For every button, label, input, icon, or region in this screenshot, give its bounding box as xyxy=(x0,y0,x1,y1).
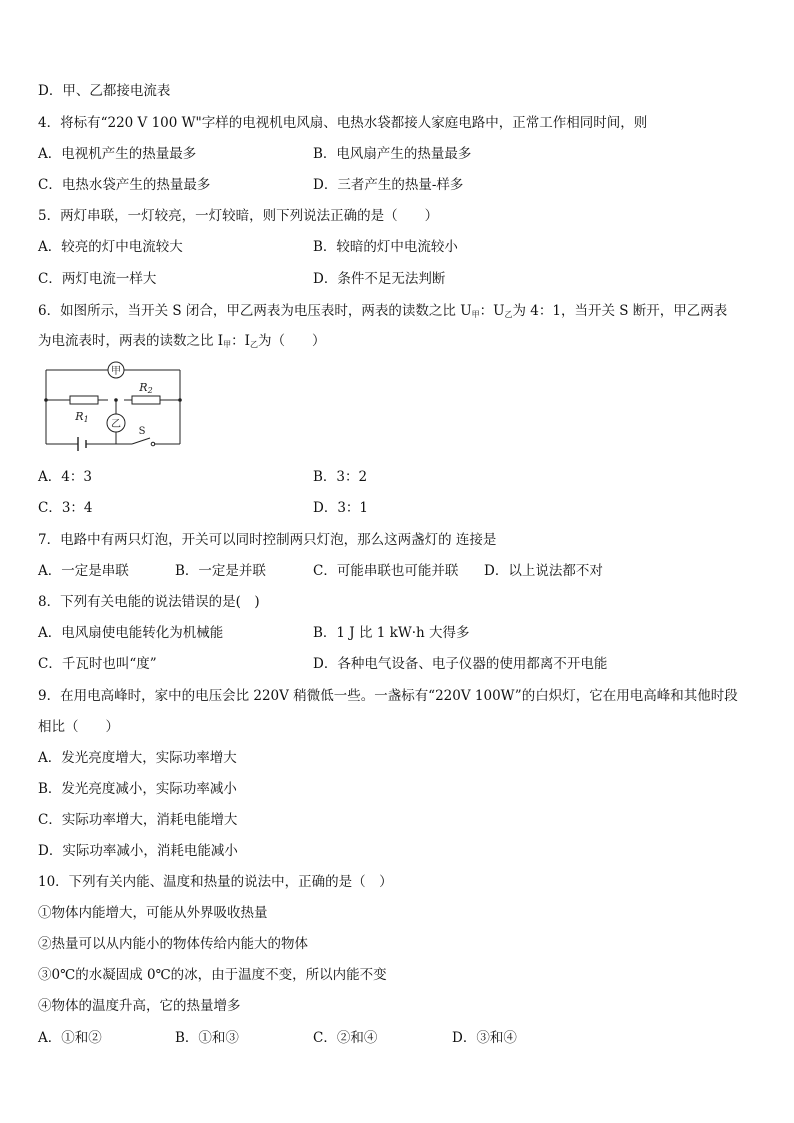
q7-option-d: D．以上说法都不对 xyxy=(484,563,603,579)
q8-stem: 8．下列有关电能的说法错误的是( ) xyxy=(38,594,260,610)
q5-option-c: C．两灯电流一样大 xyxy=(38,271,157,287)
q10-option-a: A．①和② xyxy=(38,1030,102,1046)
q5-option-a: A．较亮的灯中电流较大 xyxy=(38,239,183,255)
r1-label: R1 xyxy=(75,410,89,424)
resistor-r1 xyxy=(70,396,98,404)
q10-statement-4: ④物体的温度升高，它的热量增多 xyxy=(38,998,241,1014)
circuit-diagram xyxy=(38,358,188,452)
switch-s xyxy=(132,438,150,444)
meter-jia-label: 甲 xyxy=(111,366,121,377)
q10-statement-1: ①物体内能增大，可能从外界吸收热量 xyxy=(38,905,268,921)
q9-option-c: C．实际功率增大，消耗电能增大 xyxy=(38,812,238,828)
q7-option-b: B．一定是并联 xyxy=(175,563,266,579)
junction-right xyxy=(178,398,182,402)
q10-statement-2: ②热量可以从内能小的物体传给内能大的物体 xyxy=(38,936,308,952)
q8-option-d: D．各种电气设备、电子仪器的使用都离不开电能 xyxy=(313,656,608,672)
q5-option-b: B．较暗的灯中电流较小 xyxy=(313,239,458,255)
resistor-r2 xyxy=(132,396,160,404)
q4-option-a: A．电视机产生的热量最多 xyxy=(38,146,197,162)
q6-option-a: A．4：3 xyxy=(38,469,92,485)
q10-stem: 10．下列有关内能、温度和热量的说法中，正确的是（ ） xyxy=(38,874,393,890)
q9-option-d: D．实际功率减小，消耗电能减小 xyxy=(38,843,238,859)
q9-stem-line1: 9．在用电高峰时，家中的电压会比 220V 稍微低一些。一盏标有“220V 100W”的白炽灯，它在用电高峰和其他时段 xyxy=(38,688,738,704)
q5-stem: 5．两灯串联，一灯较亮，一灯较暗，则下列说法正确的是（ ） xyxy=(38,208,439,224)
q8-option-a: A．电风扇使电能转化为机械能 xyxy=(38,625,224,641)
q7-option-a: A．一定是串联 xyxy=(38,563,129,579)
q4-stem: 4．将标有“220 V 100 W"字样的电视机电风扇、电热水袋都接人家庭电路中，正常工作相同时间，则 xyxy=(38,115,648,131)
q9-option-b: B．发光亮度减小，实际功率减小 xyxy=(38,781,237,797)
switch-label: S xyxy=(138,426,146,437)
q4-option-c: C．电热水袋产生的热量最多 xyxy=(38,177,211,193)
q4-option-b: B．电风扇产生的热量最多 xyxy=(313,146,472,162)
q7-option-c: C．可能串联也可能并联 xyxy=(313,563,459,579)
q10-statement-3: ③0℃的水凝固成 0℃的冰，由于温度不变，所以内能不变 xyxy=(38,967,387,983)
q6-stem-line2: 为电流表时，两表的读数之比 $I_甲$：$I_乙$为（ ） xyxy=(38,333,326,349)
r2-label: R2 xyxy=(139,381,153,395)
q6-option-b: B．3：2 xyxy=(313,469,368,485)
q10-option-b: B．①和③ xyxy=(175,1030,239,1046)
q9-stem-line2: 相比（ ） xyxy=(38,719,119,735)
q10-option-c: C．②和④ xyxy=(313,1030,378,1046)
q10-option-d: D．③和④ xyxy=(452,1030,517,1046)
q7-stem: 7．电路中有两只灯泡，开关可以同时控制两只灯泡，那么这两盏灯的 连接是 xyxy=(38,532,497,548)
junction-mid xyxy=(114,398,118,402)
junction-left xyxy=(44,398,48,402)
q4-option-d: D．三者产生的热量-样多 xyxy=(313,177,464,193)
q9-option-a: A．发光亮度增大，实际功率增大 xyxy=(38,750,237,766)
q5-option-d: D．条件不足无法判断 xyxy=(313,271,446,287)
q6-stem-line1: 6．如图所示，当开关 S 闭合，甲乙两表为电压表时，两表的读数之比 $U_甲$：$U_乙$为 4：1，当开关 S 断开，甲乙两表 xyxy=(38,303,728,319)
battery xyxy=(78,437,86,451)
q3-option-d: D．甲、乙都接电流表 xyxy=(38,83,171,99)
q8-option-c: C．千瓦时也叫“度” xyxy=(38,656,157,672)
q8-option-b: B．1 J 比 1 kW·h 大得多 xyxy=(313,625,470,641)
meter-yi-label: 乙 xyxy=(111,419,121,430)
q6-option-d: D．3：1 xyxy=(313,500,369,516)
q6-option-c: C．3：4 xyxy=(38,500,93,516)
